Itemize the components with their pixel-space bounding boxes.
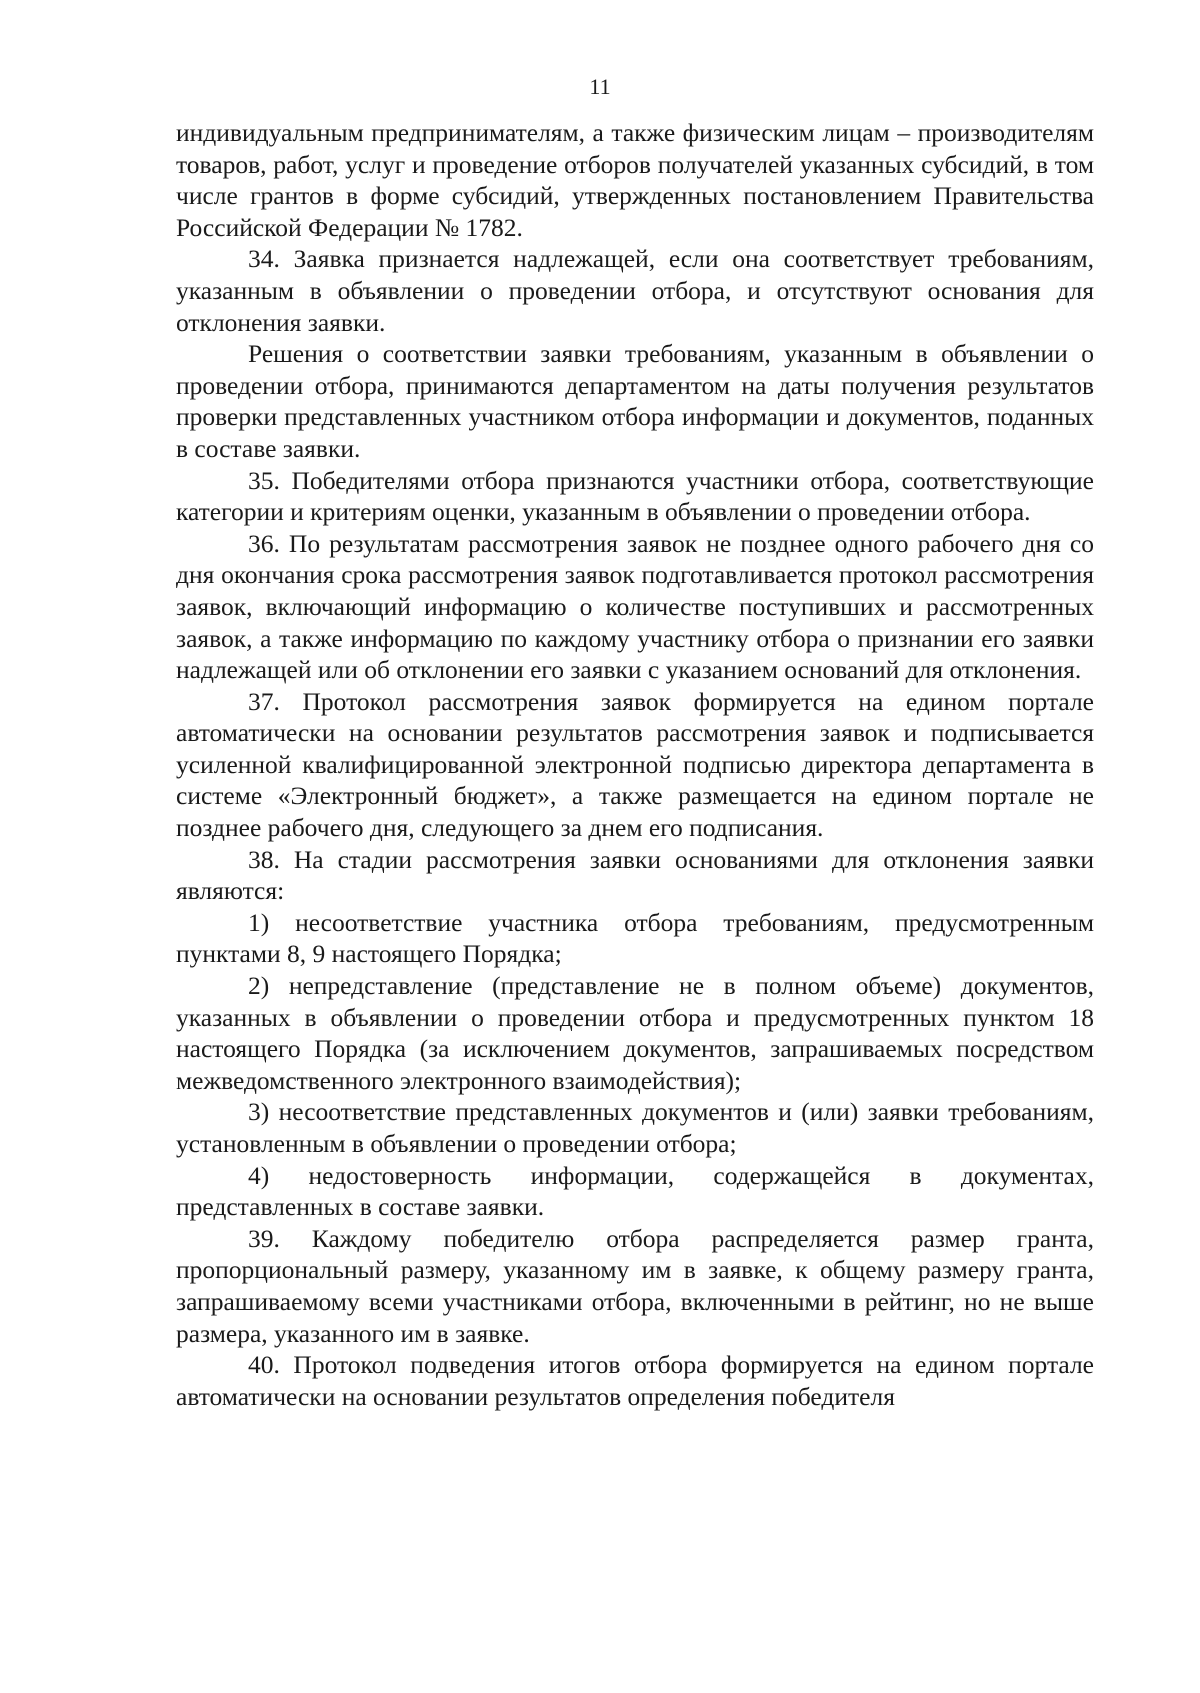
paragraph: 37. Протокол рассмотрения заявок формируется на едином портале автоматически на основании результатов рассмотрения заявок и подписывается усиленной квалифицированной электронной подписью директора департамента в системе «Электронный бюджет», а также размещается на едином портале не позднее рабочего дня, следующего за днем его подписания. — [176, 686, 1094, 843]
paragraph: 35. Победителями отбора признаются участники отбора, соответствующие категории и критериям оценки, указанным в объявлении о проведении отбора. — [176, 465, 1094, 527]
paragraph: 1) несоответствие участника отбора требованиям, предусмотренным пунктами 8, 9 настоящего Порядка; — [176, 907, 1094, 969]
paragraph: индивидуальным предпринимателям, а также физическим лицам – производителям товаров, работ, услуг и проведение отборов получателей указанных субсидий, в том числе грантов в форме субсидий, утвержденных постановлением Правительства Российской Федерации № 1782. — [176, 118, 1094, 242]
paragraph: 4) недостоверность информации, содержащейся в документах, представленных в составе заявки. — [176, 1160, 1094, 1222]
paragraph: 3) несоответствие представленных документов и (или) заявки требованиям, установленным в объявлении о проведении отбора; — [176, 1097, 1094, 1158]
paragraph: 38. На стадии рассмотрения заявки основаниями для отклонения заявки являются: — [176, 844, 1094, 906]
paragraph: 39. Каждому победителю отбора распределяется размер гранта, пропорциональный размеру, указанному им в заявке, к общему размеру гранта, запрашиваемому всеми участниками отбора, включенными в рейтинг, но не выше размера, указанного им в заявке. — [176, 1223, 1094, 1348]
paragraph: 40. Протокол подведения итогов отбора формируется на едином портале автоматически на основании результатов определения победителя — [176, 1350, 1094, 1411]
page-number: 11 — [589, 74, 611, 99]
paragraph: 2) непредставление (представление не в полном объеме) документов, указанных в объявлении о проведении отбора и предусмотренных пунктом 18 настоящего Порядка (за исключением документов, запрашиваемых посредством межведомственного электронного взаимодействия); — [176, 971, 1094, 1095]
paragraph: 34. Заявка признается надлежащей, если она соответствует требованиям, указанным в объявлении о проведении отбора, и отсутствуют основания для отклонения заявки. — [176, 244, 1094, 337]
document-body — [176, 117, 1094, 1412]
paragraph: Решения о соответствии заявки требованиям, указанным в объявлении о проведении отбора, принимаются департаментом на даты получения результатов проверки представленных участником отбора информации и документов, поданных в составе заявки. — [176, 339, 1094, 463]
paragraph: 36. По результатам рассмотрения заявок не позднее одного рабочего дня со дня окончания срока рассмотрения заявок подготавливается протокол рассмотрения заявок, включающий информацию о количестве поступивших и рассмотренных заявок, а также информацию по каждому участнику отбора о признании его заявки надлежащей или об отклонении его заявки с указанием оснований для отклонения. — [176, 528, 1094, 685]
